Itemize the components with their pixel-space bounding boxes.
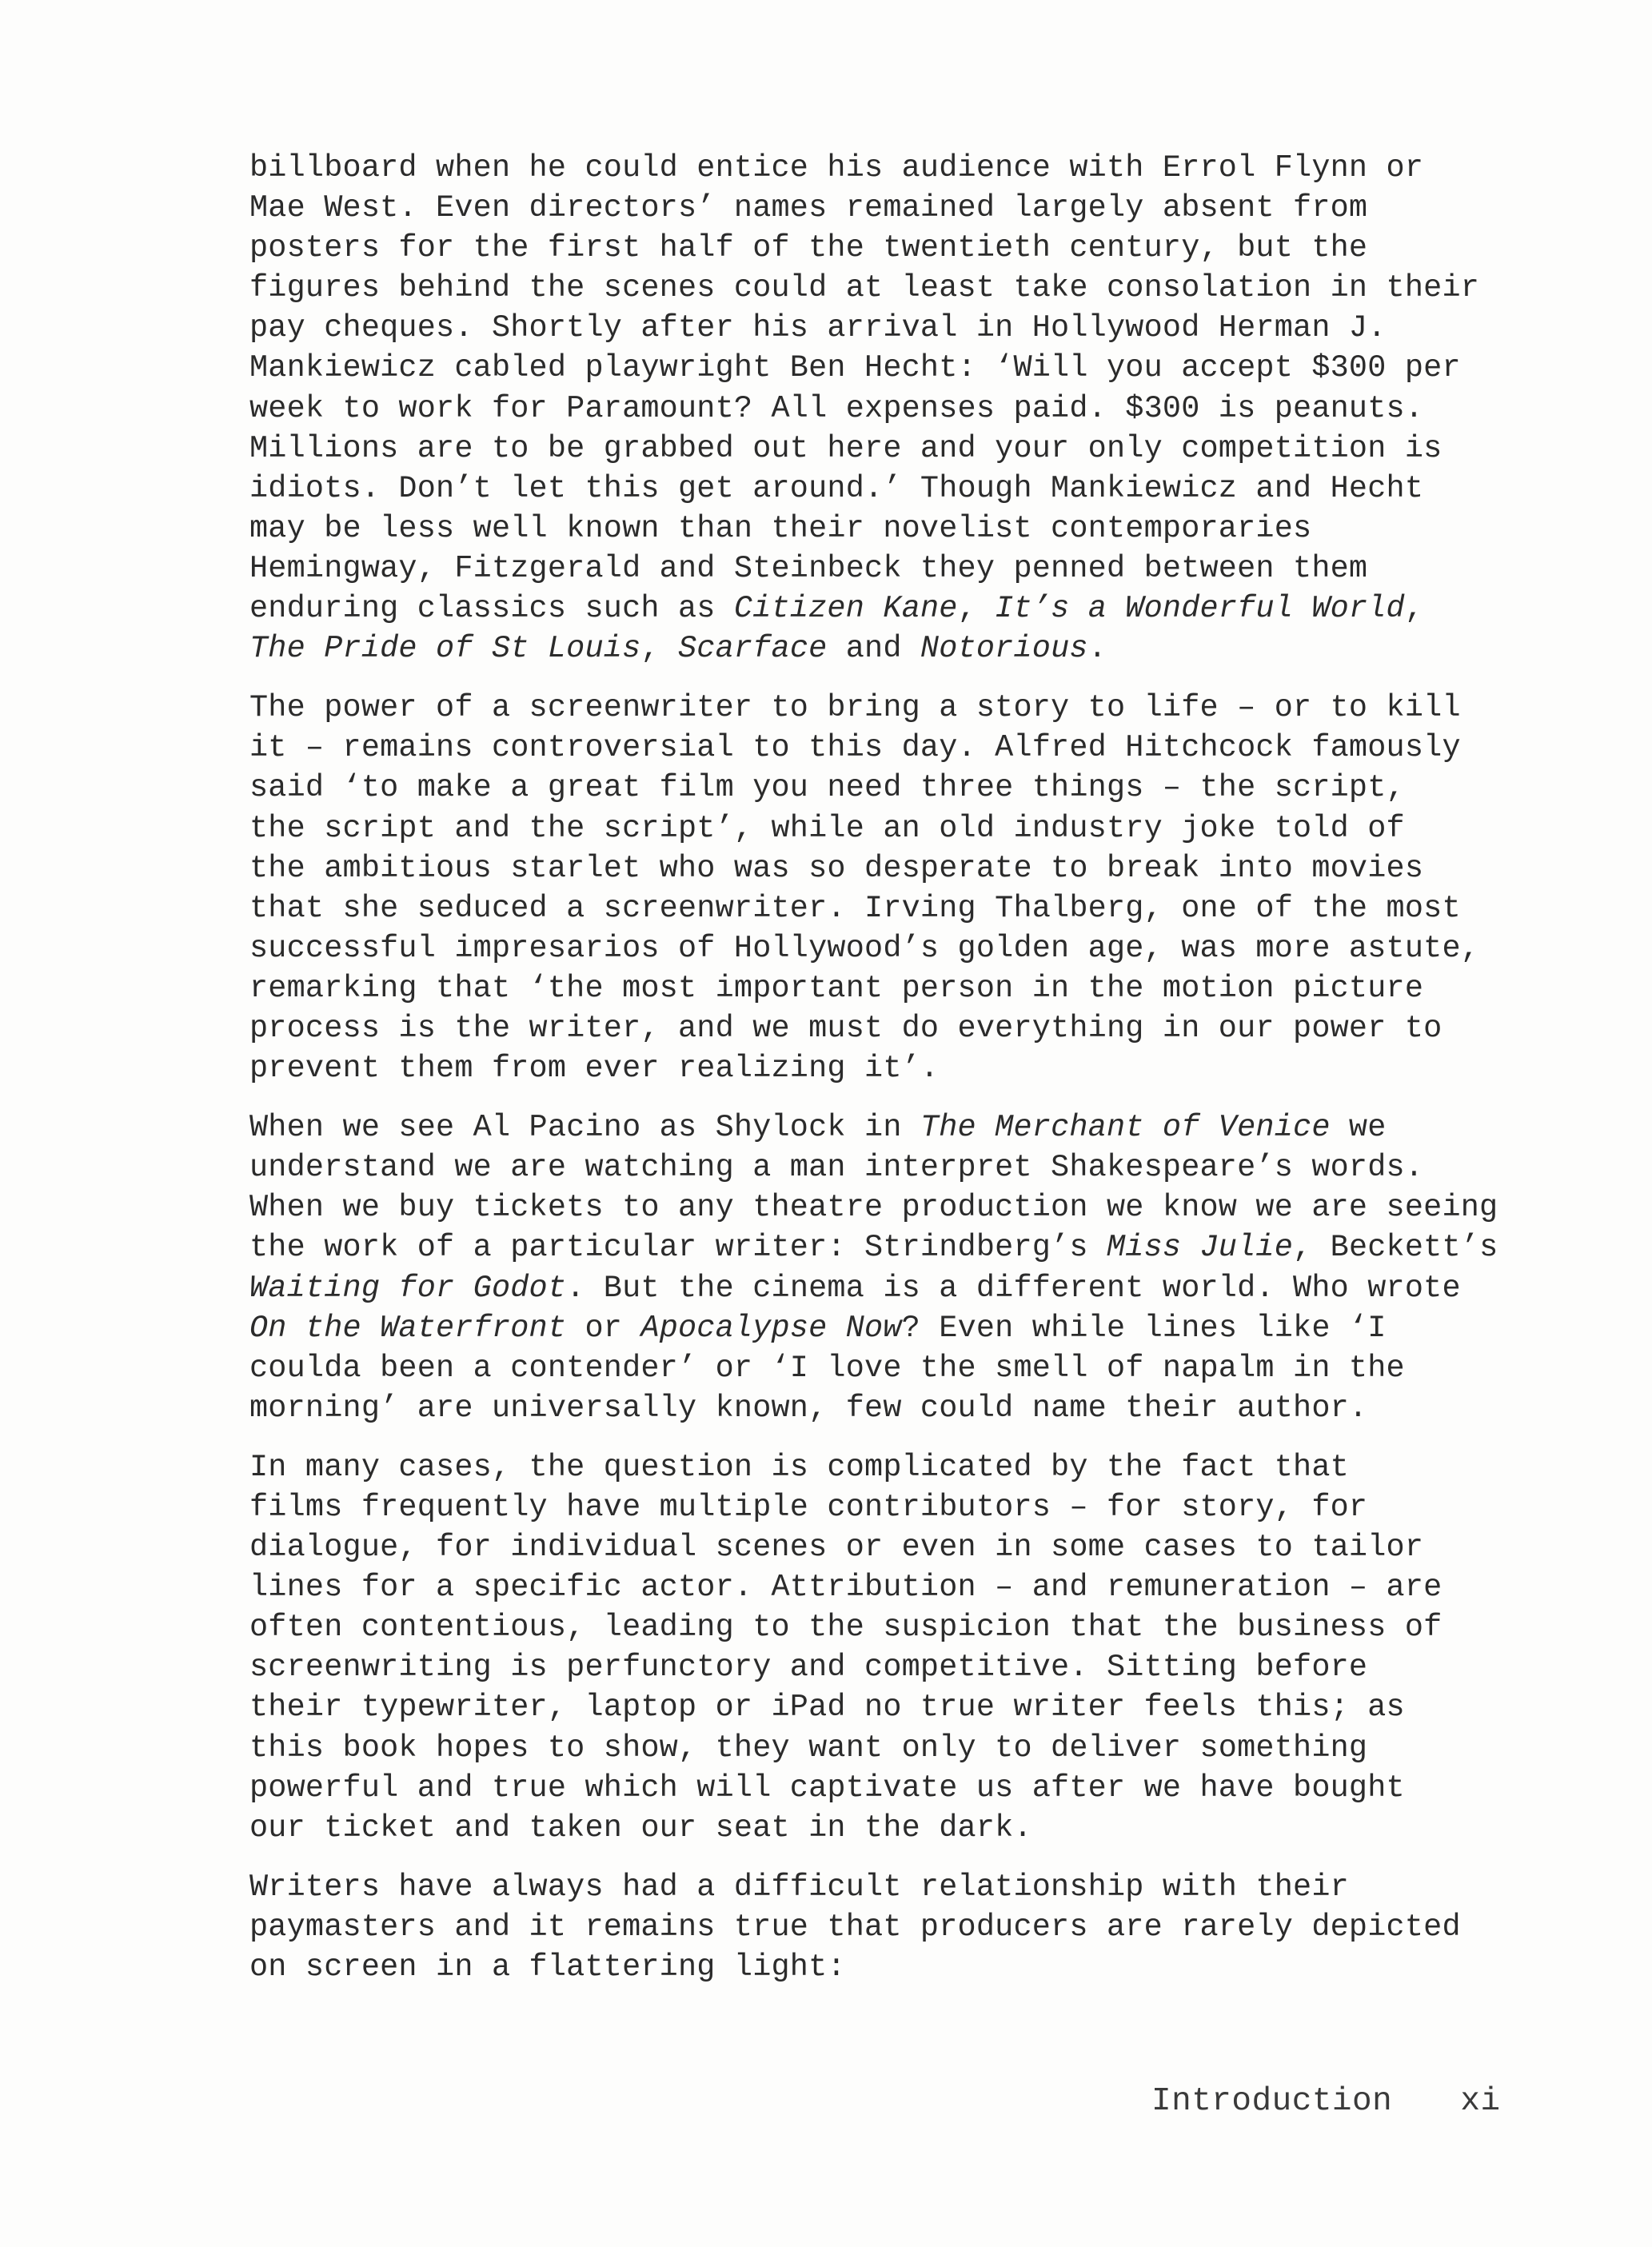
text-line bbox=[249, 469, 1497, 509]
italic-title: Notorious bbox=[920, 631, 1088, 667]
text-line bbox=[249, 1567, 1497, 1607]
text-run: this book hopes to show, they want only to deliver something bbox=[249, 1730, 1368, 1766]
text-line bbox=[249, 1527, 1497, 1567]
text-run: morning’ are universally known, few could name their author. bbox=[249, 1390, 1368, 1426]
text-run: coulda been a contender’ or ‘I love the smell of napalm in the bbox=[249, 1350, 1405, 1386]
text-line bbox=[249, 1447, 1497, 1487]
text-line bbox=[249, 848, 1497, 888]
text-run: figures behind the scenes could at least take consolation in their bbox=[249, 270, 1480, 306]
italic-title: Scarface bbox=[678, 631, 828, 667]
text-run: successful impresarios of Hollywood’s golden age, was more astute, bbox=[249, 930, 1480, 966]
italic-title: It’s a Wonderful World bbox=[995, 591, 1405, 627]
text-line bbox=[249, 1048, 1497, 1088]
text-line bbox=[249, 888, 1497, 928]
text-line bbox=[249, 228, 1497, 268]
text-run: and bbox=[827, 631, 920, 667]
text-run: lines for a specific actor. Attribution – and remuneration – are bbox=[249, 1570, 1443, 1606]
text-run: , bbox=[957, 591, 996, 627]
text-line bbox=[249, 1768, 1497, 1808]
text-run: , bbox=[640, 631, 678, 667]
text-line bbox=[249, 768, 1497, 808]
text-line bbox=[249, 589, 1497, 629]
text-run: understand we are watching a man interpret Shakespeare’s words. bbox=[249, 1150, 1424, 1186]
text-run: idiots. Don’t let this get around.’ Though Mankiewicz and Hecht bbox=[249, 470, 1424, 506]
text-run: films frequently have multiple contributors – for story, for bbox=[249, 1490, 1368, 1525]
text-line bbox=[249, 1008, 1497, 1048]
text-line bbox=[249, 1227, 1497, 1267]
text-line bbox=[249, 728, 1497, 768]
text-run: Millions are to be grabbed out here and your only competition is bbox=[249, 430, 1443, 466]
paragraph bbox=[249, 688, 1497, 1088]
text-run: the ambitious starlet who was so desperate to break into movies bbox=[249, 850, 1424, 886]
text-run: , Beckett’s bbox=[1293, 1230, 1498, 1266]
text-run: the script and the script’, while an old industry joke told of bbox=[249, 810, 1405, 846]
page-footer bbox=[1151, 2083, 1501, 2120]
text-line bbox=[249, 968, 1497, 1008]
text-line bbox=[249, 148, 1497, 188]
paragraph bbox=[249, 1447, 1497, 1848]
text-run: or bbox=[566, 1310, 641, 1346]
paragraph bbox=[249, 1108, 1497, 1428]
text-line bbox=[249, 1808, 1497, 1848]
text-run: Writers have always had a difficult relationship with their bbox=[249, 1869, 1349, 1905]
paragraph bbox=[249, 1867, 1497, 1987]
page-number: xi bbox=[1460, 2083, 1501, 2120]
text-run: their typewriter, laptop or iPad no true writer feels this; as bbox=[249, 1690, 1405, 1726]
text-line bbox=[249, 308, 1497, 348]
text-run: ? Even while lines like ‘I bbox=[901, 1310, 1387, 1346]
text-run: posters for the first half of the twentieth century, but the bbox=[249, 230, 1368, 266]
text-line bbox=[249, 389, 1497, 429]
text-run: the work of a particular writer: Strindberg’s bbox=[249, 1230, 1107, 1266]
text-line bbox=[249, 549, 1497, 589]
text-run: When we see Al Pacino as Shylock in bbox=[249, 1110, 920, 1146]
text-run: often contentious, leading to the suspicion that the business of bbox=[249, 1610, 1443, 1646]
text-line bbox=[249, 429, 1497, 469]
text-line bbox=[249, 808, 1497, 848]
text-line bbox=[249, 1187, 1497, 1227]
text-run: When we buy tickets to any theatre production we know we are seeing bbox=[249, 1190, 1498, 1226]
text-run: paymasters and it remains true that producers are rarely depicted bbox=[249, 1909, 1461, 1945]
italic-title: The Merchant of Venice bbox=[920, 1110, 1331, 1146]
italic-title: Waiting for Godot bbox=[249, 1270, 567, 1306]
text-run: Hemingway, Fitzgerald and Steinbeck they penned between them bbox=[249, 550, 1368, 586]
text-run: dialogue, for individual scenes or even in some cases to tailor bbox=[249, 1530, 1424, 1566]
text-run: that she seduced a screenwriter. Irving Thalberg, one of the most bbox=[249, 890, 1461, 926]
text-line bbox=[249, 1348, 1497, 1388]
text-line bbox=[249, 268, 1497, 308]
text-run: enduring classics such as bbox=[249, 591, 734, 627]
text-line bbox=[249, 928, 1497, 968]
text-line bbox=[249, 1487, 1497, 1527]
text-line bbox=[249, 1607, 1497, 1647]
italic-title: Miss Julie bbox=[1106, 1230, 1294, 1266]
text-run: remarking that ‘the most important person in the motion picture bbox=[249, 970, 1424, 1006]
text-run: process is the writer, and we must do everything in our power to bbox=[249, 1010, 1443, 1046]
text-line bbox=[249, 1388, 1497, 1428]
text-run: said ‘to make a great film you need three things – the script, bbox=[249, 770, 1405, 806]
text-run: . But the cinema is a different world. Who wrote bbox=[566, 1270, 1461, 1306]
italic-title: The Pride of St Louis bbox=[249, 631, 641, 667]
running-footer-section: Introduction bbox=[1151, 2083, 1393, 2120]
text-run: Mankiewicz cabled playwright Ben Hecht: ‘Will you accept $300 per bbox=[249, 350, 1461, 386]
text-run: we bbox=[1330, 1110, 1387, 1146]
text-line bbox=[249, 629, 1497, 669]
text-line bbox=[249, 1687, 1497, 1727]
text-run: powerful and true which will captivate us after we have bought bbox=[249, 1770, 1405, 1806]
paragraph bbox=[249, 148, 1497, 669]
text-line bbox=[249, 1268, 1497, 1308]
body-text bbox=[249, 148, 1497, 2006]
text-run: our ticket and taken our seat in the dark. bbox=[249, 1810, 1032, 1846]
text-line bbox=[249, 1728, 1497, 1768]
text-run: Mae West. Even directors’ names remained largely absent from bbox=[249, 190, 1368, 226]
text-line bbox=[249, 509, 1497, 549]
text-line bbox=[249, 1947, 1497, 1987]
text-run: week to work for Paramount? All expenses paid. $300 is peanuts. bbox=[249, 390, 1424, 426]
italic-title: Citizen Kane bbox=[733, 591, 958, 627]
text-line bbox=[249, 1147, 1497, 1187]
text-line bbox=[249, 1647, 1497, 1687]
text-run: it – remains controversial to this day. Alfred Hitchcock famously bbox=[249, 730, 1461, 766]
text-line bbox=[249, 1907, 1497, 1947]
text-line bbox=[249, 688, 1497, 728]
text-run: The power of a screenwriter to bring a story to life – or to kill bbox=[249, 690, 1461, 726]
text-line bbox=[249, 348, 1497, 388]
text-run: , bbox=[1404, 591, 1424, 627]
italic-title: On the Waterfront bbox=[249, 1310, 567, 1346]
text-run: billboard when he could entice his audience with Errol Flynn or bbox=[249, 150, 1424, 186]
text-run: pay cheques. Shortly after his arrival in Hollywood Herman J. bbox=[249, 310, 1387, 346]
text-run: on screen in a flattering light: bbox=[249, 1950, 846, 1986]
text-run: prevent them from ever realizing it’. bbox=[249, 1051, 940, 1087]
text-line bbox=[249, 1308, 1497, 1348]
text-run: . bbox=[1087, 631, 1107, 667]
text-run: screenwriting is perfunctory and competitive. Sitting before bbox=[249, 1650, 1368, 1686]
text-line bbox=[249, 1108, 1497, 1147]
text-run: In many cases, the question is complicated by the fact that bbox=[249, 1449, 1349, 1485]
text-line bbox=[249, 1867, 1497, 1907]
text-line bbox=[249, 188, 1497, 228]
text-run: may be less well known than their novelist contemporaries bbox=[249, 510, 1312, 546]
italic-title: Apocalypse Now bbox=[640, 1310, 902, 1346]
